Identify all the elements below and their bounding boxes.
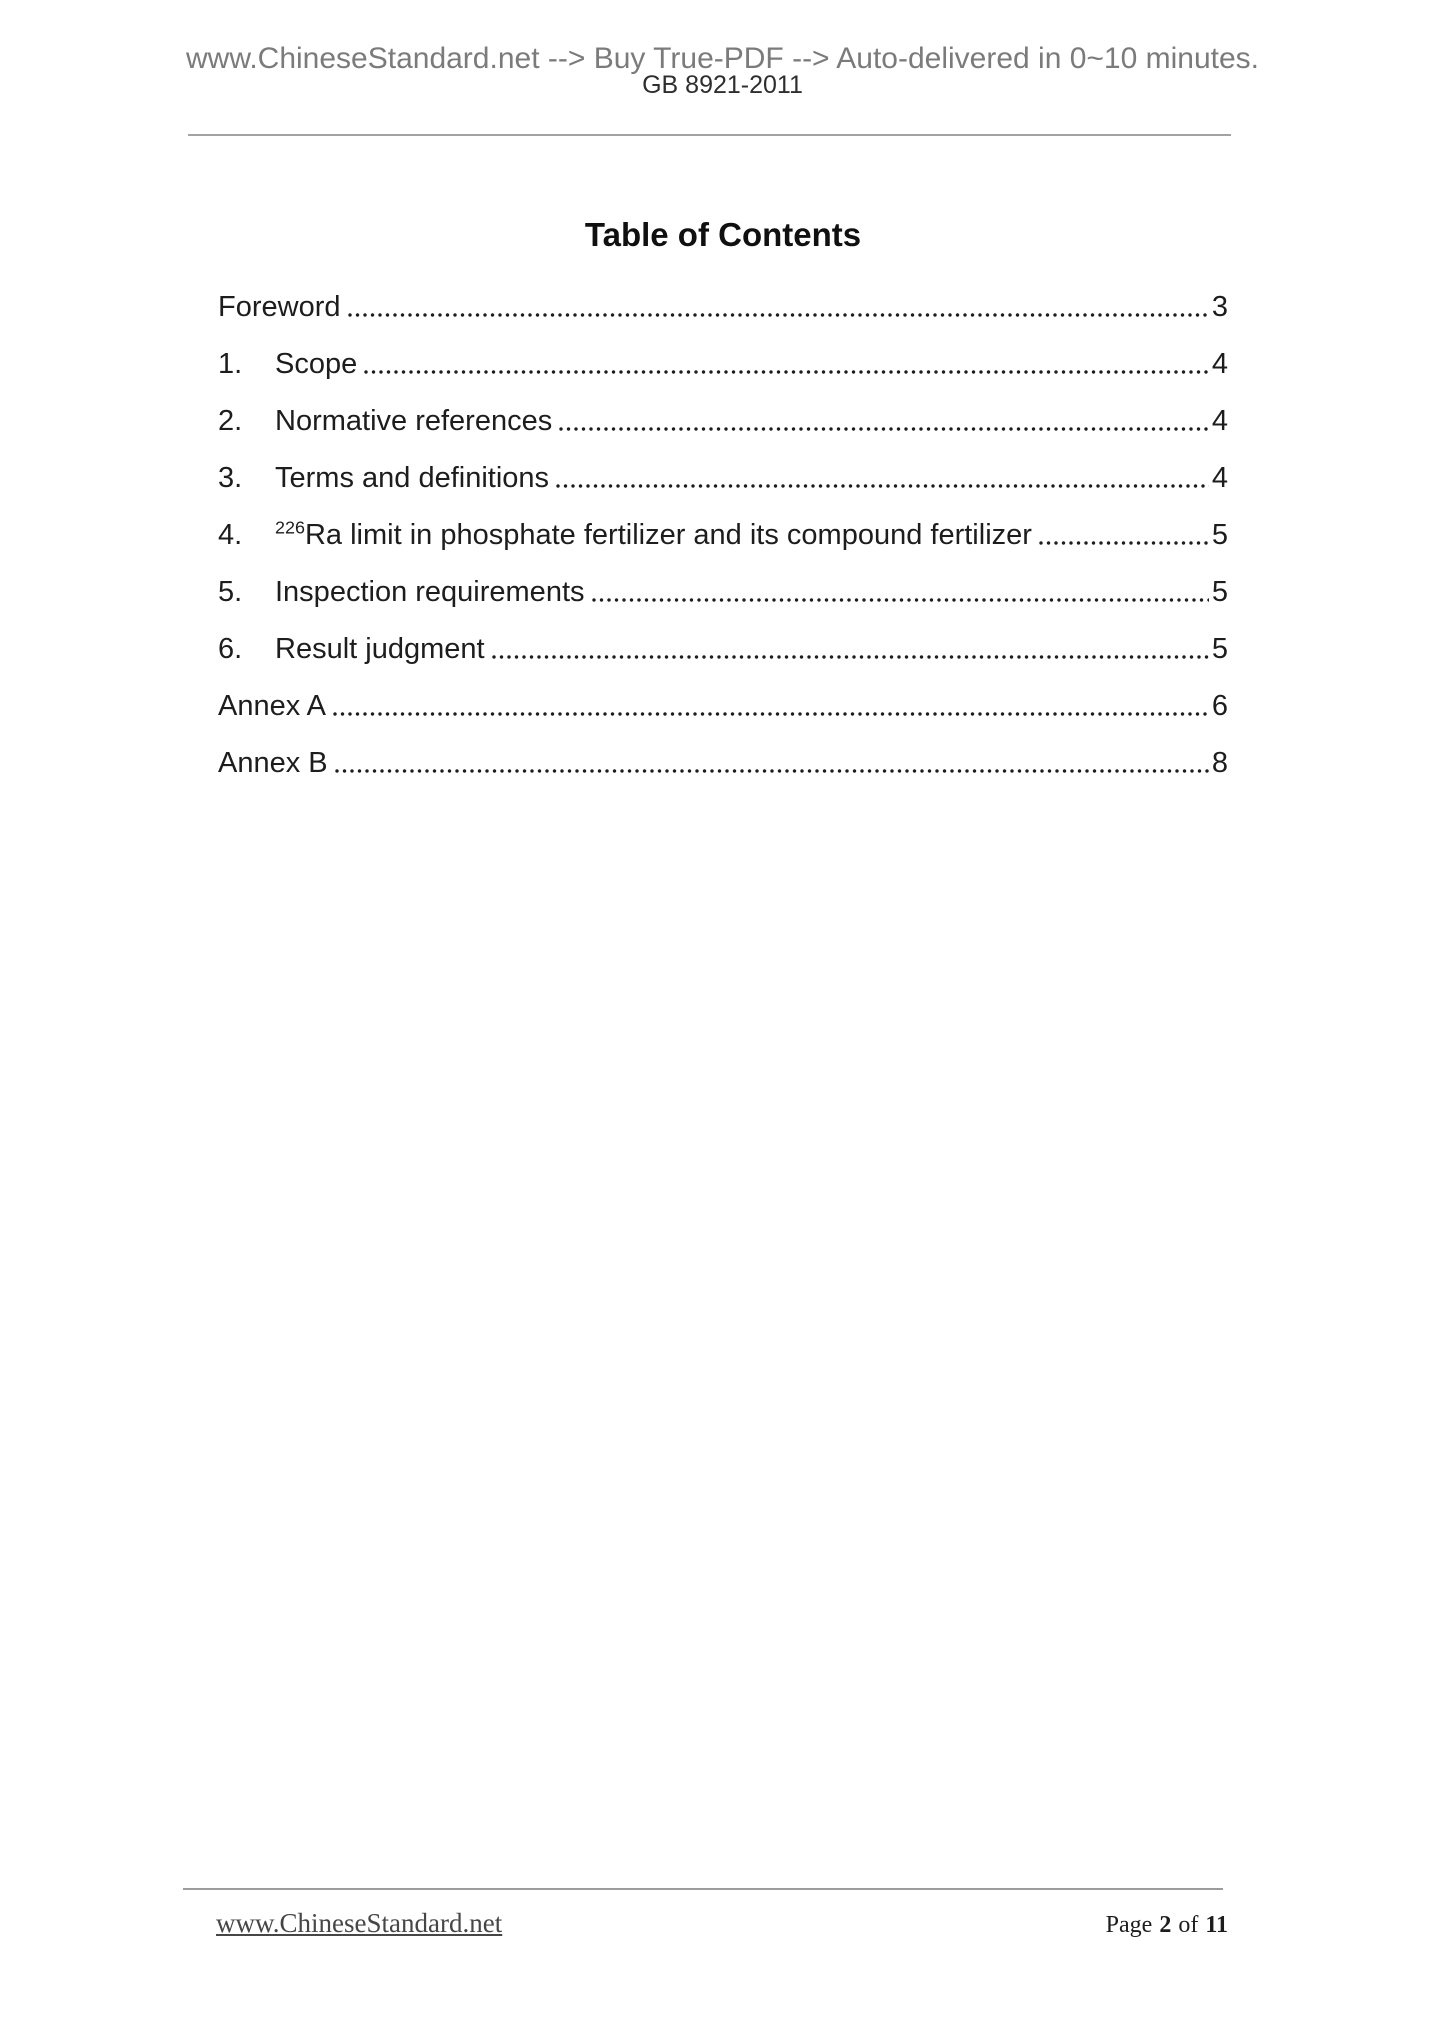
toc-entry-label: Annex B: [218, 747, 328, 779]
toc-entry: [218, 292, 1228, 323]
toc-entry-superscript: 226: [275, 517, 305, 538]
toc-entry-page: 6: [1211, 690, 1228, 722]
toc-entry-label: Terms and definitions: [275, 462, 550, 494]
page-current: 2: [1159, 1912, 1172, 1938]
toc-title: Table of Contents: [584, 216, 862, 253]
toc-dot-leader: [559, 427, 1209, 431]
footer-divider: [183, 1888, 1223, 1890]
toc-entry-label: $^{226}$Ra limit in phosphate fertilizer and its compound fertilizer: [275, 517, 1032, 551]
toc-entry: [218, 577, 1228, 608]
of-word: of: [1178, 1912, 1199, 1938]
toc-entry-page: 4: [1211, 462, 1228, 494]
toc-entry-label: Normative references: [275, 405, 553, 437]
footer: [216, 1908, 1228, 1939]
toc-entry-page: 8: [1211, 747, 1228, 779]
toc-dot-leader: [333, 712, 1209, 716]
toc-dot-leader: [364, 370, 1209, 374]
toc-entry: [218, 748, 1228, 779]
toc-entry: [218, 463, 1228, 494]
toc-dot-leader: [1039, 541, 1209, 545]
toc-dot-leader: [335, 769, 1209, 773]
toc-dot-leader: [592, 598, 1209, 602]
toc-entry-label: Inspection requirements: [275, 576, 585, 608]
page-indicator: [1106, 1912, 1228, 1939]
toc-entry-label: Scope: [275, 348, 358, 380]
toc-entry-page: 5: [1211, 519, 1228, 551]
page-word: Page: [1105, 1912, 1153, 1938]
toc-entry-label: Annex A: [218, 690, 327, 722]
toc-entry-label: Foreword: [218, 291, 341, 323]
toc-entry-number: 4.: [218, 519, 243, 551]
toc-entry: [218, 634, 1228, 665]
toc-list: [218, 292, 1228, 805]
footer-site-link[interactable]: www.ChineseStandard.net: [216, 1908, 503, 1938]
toc-entry-page: 4: [1211, 405, 1228, 437]
toc-entry-number: 1.: [218, 348, 243, 380]
standard-code: GB 8921-2011: [642, 71, 803, 99]
toc-entry-number: 6.: [218, 633, 243, 665]
toc-entry: [218, 517, 1228, 551]
toc-entry-page: 3: [1211, 291, 1228, 323]
header-promo-text: www.ChineseStandard.net --> Buy True-PDF --> Auto-delivered in 0~10 minutes.: [185, 42, 1260, 75]
toc-entry-number: 2.: [218, 405, 243, 437]
toc-entry: [218, 691, 1228, 722]
toc-entry-page: 5: [1211, 633, 1228, 665]
toc-dot-leader: [556, 484, 1209, 488]
toc-dot-leader: [492, 655, 1209, 659]
toc-entry: [218, 406, 1228, 437]
toc-dot-leader: [348, 313, 1209, 317]
toc-entry-number: 5.: [218, 576, 243, 608]
page-total: 11: [1205, 1912, 1228, 1938]
toc-entry-label: Result judgment: [275, 633, 485, 665]
toc-entry: [218, 349, 1228, 380]
toc-entry-page: 4: [1211, 348, 1228, 380]
header-divider: [188, 134, 1231, 136]
toc-entry-page: 5: [1211, 576, 1228, 608]
toc-entry-number: 3.: [218, 462, 243, 494]
